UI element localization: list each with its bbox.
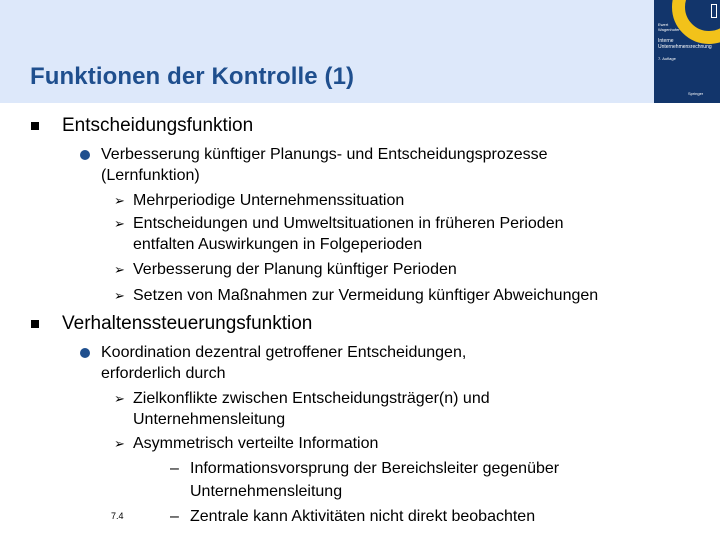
arrow-item-cont: entfalten Auswirkungen in Folgeperioden bbox=[133, 236, 423, 253]
book-cover-author1: Ewert bbox=[658, 22, 669, 27]
level1-bullet bbox=[31, 320, 39, 328]
level2-bullet bbox=[80, 150, 90, 160]
dash-bullet: – bbox=[170, 460, 179, 477]
arrow-item: Asymmetrisch verteilte Information bbox=[133, 435, 379, 452]
arrow-bullet-icon: ➢ bbox=[114, 391, 125, 406]
bullet-line: (Lernfunktion) bbox=[101, 167, 200, 184]
arrow-item-cont: Unternehmensleitung bbox=[133, 411, 286, 428]
dash-item: Zentrale kann Aktivitäten nicht direkt beobachten bbox=[190, 508, 536, 525]
page-number: 7.4 bbox=[111, 511, 124, 521]
bullet-line: erforderlich durch bbox=[101, 365, 226, 382]
dash-bullet: – bbox=[170, 508, 179, 525]
arrow-item: Setzen von Maßnahmen zur Vermeidung künftiger Abweichungen bbox=[133, 287, 599, 304]
section-heading: Entscheidungsfunktion bbox=[62, 115, 254, 136]
dash-item: Informationsvorsprung der Bereichsleiter gegenüber bbox=[190, 460, 560, 477]
arrow-item: Entscheidungen und Umweltsituationen in früheren Perioden bbox=[133, 215, 564, 232]
book-cover-title1: Interne bbox=[658, 38, 674, 44]
arrow-item: Mehrperiodige Unternehmenssituation bbox=[133, 192, 405, 209]
arrow-item: Zielkonflikte zwischen Entscheidungsträger(n) und bbox=[133, 390, 490, 407]
bullet-line: Koordination dezentral getroffener Entscheidungen, bbox=[101, 344, 467, 361]
bullet-line: Verbesserung künftiger Planungs- und Entscheidungsprozesse bbox=[101, 146, 548, 163]
book-cover-edition: 7. Auflage bbox=[658, 56, 676, 61]
arrow-bullet-icon: ➢ bbox=[114, 262, 125, 277]
slide-title: Funktionen der Kontrolle (1) bbox=[30, 63, 355, 90]
book-cover-title2: Unternehmensrechnung bbox=[658, 44, 712, 50]
arrow-bullet-icon: ➢ bbox=[114, 193, 125, 208]
section-heading: Verhaltenssteuerungsfunktion bbox=[62, 313, 313, 334]
arrow-bullet-icon: ➢ bbox=[114, 288, 125, 303]
level2-bullet bbox=[80, 348, 90, 358]
arrow-bullet-icon: ➢ bbox=[114, 216, 125, 231]
level1-bullet bbox=[31, 122, 39, 130]
book-cover-publisher: Springer bbox=[688, 91, 704, 96]
dash-item-cont: Unternehmensleitung bbox=[190, 483, 343, 500]
book-cover-author2: Wagenhofer bbox=[658, 27, 680, 32]
arrow-bullet-icon: ➢ bbox=[114, 436, 125, 451]
arrow-item: Verbesserung der Planung künftiger Perioden bbox=[133, 261, 457, 278]
